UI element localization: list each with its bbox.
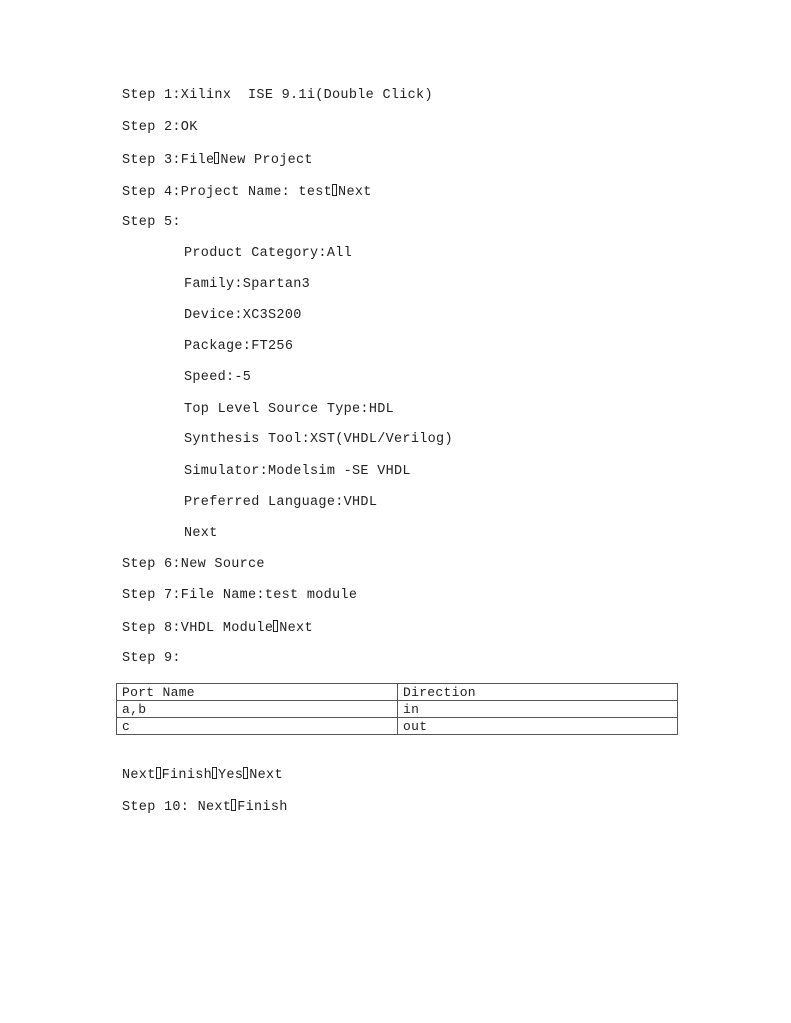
step-4-text-2: Next (338, 185, 372, 200)
table-cell: out (398, 718, 678, 735)
after-table-text: Yes (218, 768, 244, 783)
package: Package:FT256 (184, 339, 294, 354)
missing-glyph-icon (212, 767, 217, 779)
step-10 (122, 799, 288, 816)
step-8-text-2: Next (279, 621, 313, 636)
product-category: Product Category:All (184, 246, 353, 261)
step-5-next: Next (184, 526, 218, 541)
table-cell: c (117, 718, 398, 735)
table-row (117, 701, 678, 718)
after-table-text: Finish (161, 768, 213, 783)
step-1: Step 1:Xilinx ISE 9.1i(Double Click) (122, 88, 433, 103)
top-level-source-type: Top Level Source Type:HDL (184, 402, 395, 417)
step-3 (122, 152, 313, 169)
missing-glyph-icon (231, 799, 236, 811)
speed: Speed:-5 (184, 370, 252, 385)
step-7: Step 7:File Name:test module (122, 588, 358, 603)
step-3-text-2: New Project (220, 153, 313, 168)
device: Device:XC3S200 (184, 308, 302, 323)
missing-glyph-icon (156, 767, 161, 779)
table-header-cell: Port Name (117, 684, 398, 701)
table-cell: in (398, 701, 678, 718)
after-table-text: Next (249, 768, 283, 783)
step-10-text: Step 10: Next (122, 800, 232, 815)
missing-glyph-icon (214, 152, 219, 164)
port-table (116, 683, 678, 735)
table-row (117, 718, 678, 735)
step-10-text-2: Finish (237, 800, 288, 815)
step-4 (122, 184, 372, 201)
synthesis-tool: Synthesis Tool:XST(VHDL/Verilog) (184, 432, 453, 447)
missing-glyph-icon (273, 620, 278, 632)
table-header-row (117, 684, 678, 701)
step-2: Step 2:OK (122, 120, 198, 135)
step-5: Step 5: (122, 215, 181, 230)
after-table-text: Next (122, 768, 156, 783)
step-9: Step 9: (122, 651, 181, 666)
table-cell: a,b (117, 701, 398, 718)
family: Family:Spartan3 (184, 277, 311, 292)
step-4-text: Step 4:Project Name: test (122, 185, 333, 200)
step-8 (122, 620, 313, 637)
preferred-language: Preferred Language:VHDL (184, 495, 378, 510)
missing-glyph-icon (243, 767, 248, 779)
step-6: Step 6:New Source (122, 557, 265, 572)
step-3-text: Step 3:File (122, 153, 215, 168)
after-table-steps (122, 767, 283, 784)
table-header-cell: Direction (398, 684, 678, 701)
step-8-text: Step 8:VHDL Module (122, 621, 274, 636)
simulator: Simulator:Modelsim -SE VHDL (184, 464, 411, 479)
missing-glyph-icon (332, 184, 337, 196)
